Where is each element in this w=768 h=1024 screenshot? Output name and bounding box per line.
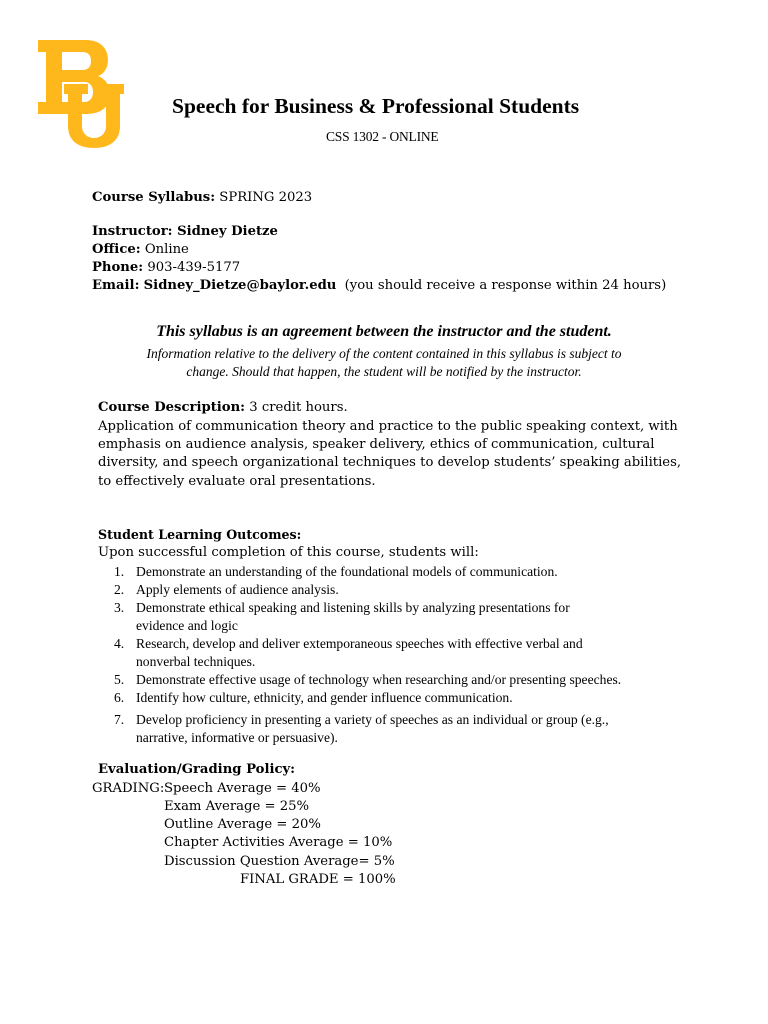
agreement-note-line: change. Should that happen, the student will be notified by the instructor. xyxy=(186,364,582,379)
office-value: Online xyxy=(144,242,189,257)
grading-prefix: GRADING: xyxy=(92,781,165,796)
outcome-text: Research, develop and deliver extemporaneous speeches with effective verbal and xyxy=(136,636,583,651)
description-line: to effectively evaluate oral presentations. xyxy=(98,473,376,489)
course-description-label: Course Description: xyxy=(98,400,246,415)
outcome-text: Develop proficiency in presenting a variety of speeches as an individual or group (e.g., xyxy=(136,712,609,727)
outcomes-intro: Upon successful completion of this course, students will: xyxy=(98,545,479,560)
description-line: diversity, and speech organizational techniques to develop students’ speaking abilities, xyxy=(98,455,682,471)
course-credits: 3 credit hours. xyxy=(249,400,348,415)
final-grade: FINAL GRADE = 100% xyxy=(240,872,396,887)
phone-line xyxy=(92,260,240,275)
grading-row: Outline Average = 20% xyxy=(164,817,321,832)
outcome-text: Demonstrate ethical speaking and listening skills by analyzing presentations for xyxy=(136,600,570,615)
agreement-note-line: Information relative to the delivery of the content contained in this syllabus is subject to xyxy=(146,346,622,361)
grading-heading: Evaluation/Grading Policy: xyxy=(98,762,296,777)
course-title: Speech for Business & Professional Students xyxy=(172,94,580,118)
description-line: Application of communication theory and practice to the public speaking context, with xyxy=(98,419,678,434)
baylor-logo xyxy=(36,38,126,150)
instructor-name: Instructor: Sidney Dietze xyxy=(92,224,278,239)
phone-label: Phone: xyxy=(92,260,144,275)
outcome-number: 1. xyxy=(114,564,125,579)
course-description-text xyxy=(98,418,698,491)
outcome-item xyxy=(114,635,621,671)
outcome-number: 6. xyxy=(114,690,125,705)
outcome-item xyxy=(114,689,621,707)
course-code: CSS 1302 - ONLINE xyxy=(326,129,439,144)
outcome-item xyxy=(114,581,621,599)
outcome-number: 5. xyxy=(114,672,125,687)
office-label: Office: xyxy=(92,242,141,257)
phone-value: 903-439-5177 xyxy=(147,260,241,275)
outcome-text: evidence and logic xyxy=(136,618,238,633)
outcomes-list xyxy=(114,563,621,747)
outcome-number: 4. xyxy=(114,636,125,651)
outcome-number: 3. xyxy=(114,600,125,615)
outcome-number: 2. xyxy=(114,582,125,597)
outcome-item xyxy=(114,671,621,689)
email-line xyxy=(92,278,666,293)
outcome-text: Identify how culture, ethnicity, and gender influence communication. xyxy=(136,690,513,705)
grading-row: Speech Average = 40% xyxy=(164,781,321,796)
email-address[interactable]: Sidney_Dietze@baylor.edu xyxy=(143,278,337,293)
syllabus-label: Course Syllabus: xyxy=(92,190,216,205)
email-label: Email: xyxy=(92,278,140,293)
outcome-text: narrative, informative or persuasive). xyxy=(136,730,338,745)
agreement-note xyxy=(0,345,768,381)
outcome-number: 7. xyxy=(114,712,125,727)
email-response-note: (you should receive a response within 24 hours) xyxy=(344,278,667,293)
grading-row: Discussion Question Average= 5% xyxy=(164,854,395,869)
office-line xyxy=(92,242,189,257)
syllabus-term: SPRING 2023 xyxy=(219,190,313,205)
course-description-heading xyxy=(98,400,348,415)
outcome-text: Apply elements of audience analysis. xyxy=(136,582,339,597)
grading-row: Exam Average = 25% xyxy=(164,799,310,814)
outcome-item xyxy=(114,599,621,635)
syllabus-line xyxy=(92,190,312,205)
outcome-text: Demonstrate an understanding of the foundational models of communication. xyxy=(136,564,558,579)
grading-row: Chapter Activities Average = 10% xyxy=(164,835,393,850)
agreement-title: This syllabus is an agreement between the instructor and the student. xyxy=(156,323,612,340)
outcomes-heading: Student Learning Outcomes: xyxy=(98,527,302,542)
outcome-text: nonverbal techniques. xyxy=(136,654,256,669)
outcome-item xyxy=(114,711,621,747)
outcome-text: Demonstrate effective usage of technology when researching and/or presenting speeches. xyxy=(136,672,622,687)
outcome-item xyxy=(114,563,621,581)
description-line: emphasis on audience analysis, speaker delivery, ethics of communication, cultural xyxy=(98,437,655,453)
